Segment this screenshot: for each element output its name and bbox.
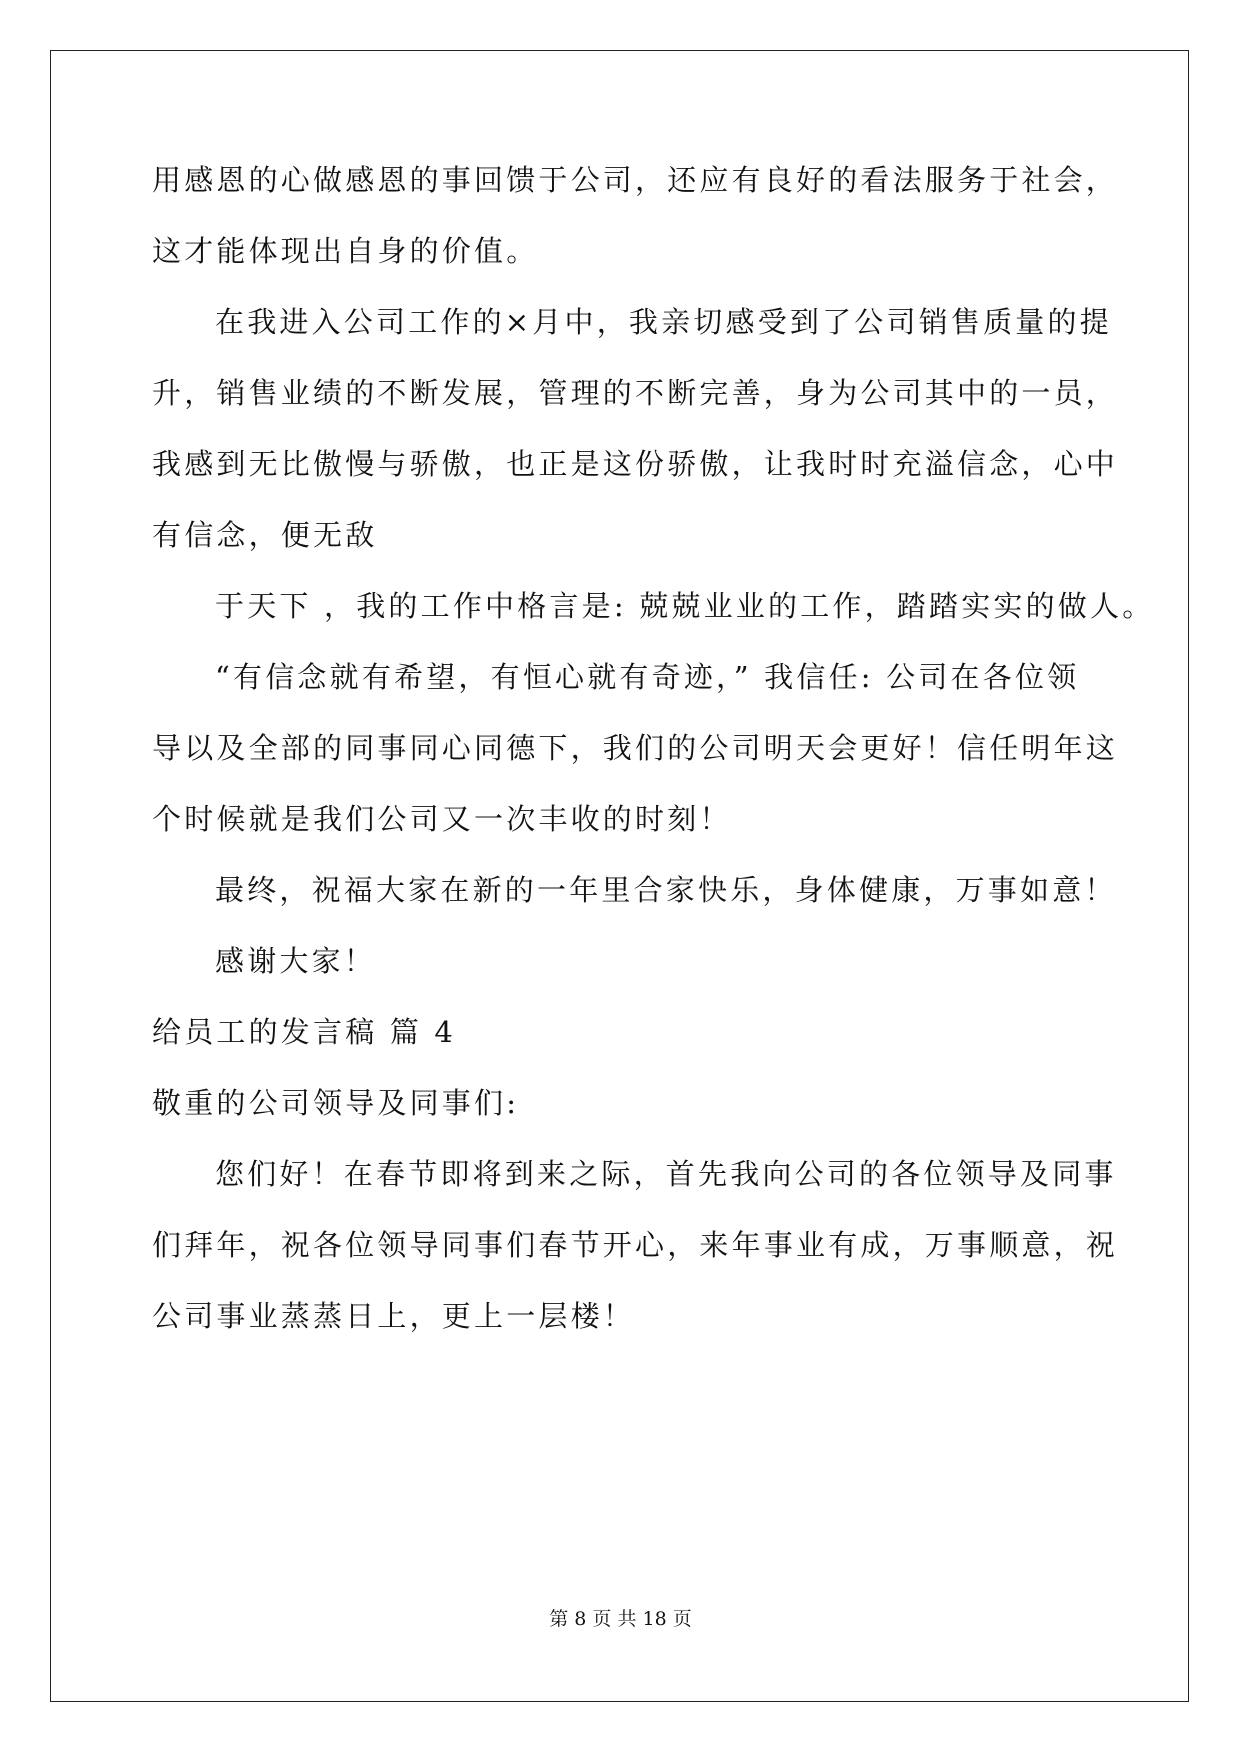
- paragraph-line: 升，销售业绩的不断发展，管理的不断完善，身为公司其中的一员，: [152, 376, 1119, 410]
- section-heading: 给员工的发言稿 篇 4: [152, 1015, 457, 1049]
- salutation: 敬重的公司领导及同事们:: [152, 1086, 520, 1120]
- paragraph-line: 最终，祝福大家在新的一年里合家快乐，身体健康，万事如意！: [215, 873, 1117, 907]
- paragraph-line: 您们好！在春节即将到来之际，首先我向公司的各位领导及同事: [215, 1157, 1117, 1191]
- paragraph-line: 有信念，便无敌: [152, 518, 378, 552]
- paragraph-line: “有信念就有希望，有恒心就有奇迹，” 我信任: 公司在各位领: [215, 660, 1080, 694]
- paragraph-line: 于天下 ，我的工作中格言是: 兢兢业业的工作，踏踏实实的做人。: [215, 589, 1155, 623]
- page-number: 第 8 页 共 18 页: [549, 1608, 692, 1630]
- paragraph-line: 感谢大家！: [215, 944, 377, 978]
- paragraph-line: 在我进入公司工作的×月中，我亲切感受到了公司销售质量的提: [215, 305, 1112, 339]
- paragraph-line: 我感到无比傲慢与骄傲，也正是这份骄傲，让我时时充溢信念，心中: [152, 447, 1119, 481]
- paragraph-line: 个时候就是我们公司又一次丰收的时刻！: [152, 802, 732, 836]
- paragraph-line: 公司事业蒸蒸日上，更上一层楼！: [152, 1299, 636, 1333]
- paragraph-line: 这才能体现出自身的价值。: [152, 234, 539, 268]
- paragraph-line: 们拜年，祝各位领导同事们春节开心，来年事业有成，万事顺意，祝: [152, 1228, 1119, 1262]
- paragraph-line: 用感恩的心做感恩的事回馈于公司，还应有良好的看法服务于社会，: [152, 163, 1119, 197]
- paragraph-line: 导以及全部的同事同心同德下，我们的公司明天会更好！信任明年这: [152, 731, 1119, 765]
